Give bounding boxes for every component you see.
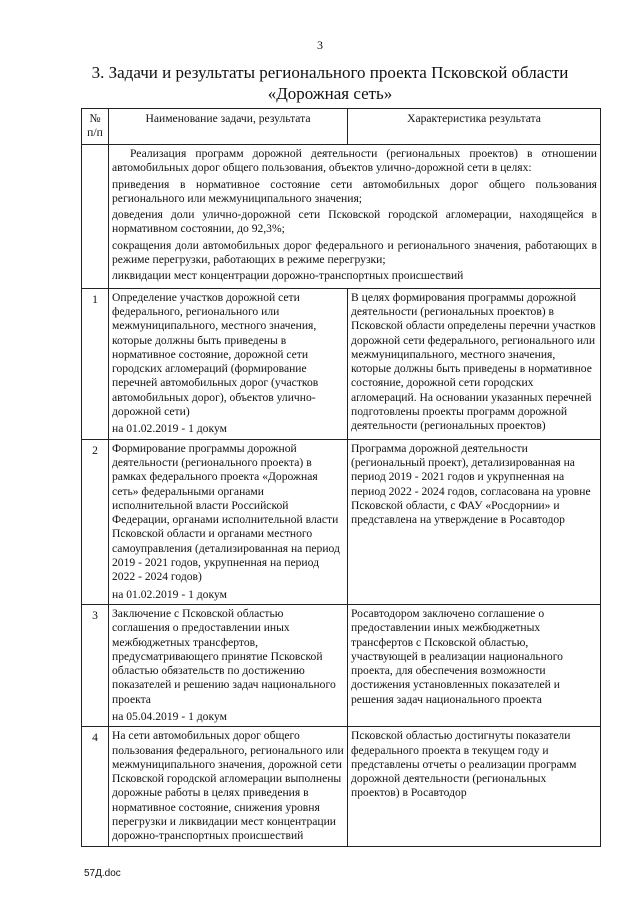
task-cell (109, 439, 348, 604)
row-number: 3 (82, 604, 109, 726)
intro-paragraph: доведения доли улично-дорожной сети Псковской городской агломерации, находящейся в нормативном состоянии, до 92,3%; (112, 208, 597, 236)
result-text: Росавтодором заключено соглашение о предоставлении иных межбюджетных трансфертов с Псковской областью, участвующей в реализации национального проекта, для обеспечения возможности достижения установленных показателей и решения задач национального проекта (351, 606, 563, 706)
intro-row (82, 145, 601, 289)
result-text: Псковской областью достигнуты показатели федерального проекта в текущем году и представлены отчеты о реализации программ дорожной деятельности (региональных проектов) в Росавтодор (351, 729, 577, 800)
intro-cell (109, 145, 601, 289)
intro-paragraph: сокращения доли автомобильных дорог федерального и регионального значения, работающих в режиме перегрузки, работающих в режиме перегрузки; (112, 238, 597, 267)
intro-paragraph: ликвидации мест концентрации дорожно-транспортных происшествий (112, 269, 464, 283)
table-header-row (82, 109, 601, 145)
result-cell (348, 604, 601, 726)
section-title (60, 62, 600, 104)
title-line-2: «Дорожная сеть» (267, 84, 393, 103)
row-number: 2 (82, 439, 109, 604)
intro-num-cell (82, 145, 109, 289)
result-text: Программа дорожной деятельности (региональный проект), детализированная на период 2019 - 2021 годов и укрупненная на период 2022 - 2024 годов, согласована на уровне Псковской области, с ФАУ «Росдорнии» и представлена на утверждение в Росавтодор (351, 441, 591, 527)
header-task: Наименование задачи, результата (109, 109, 348, 145)
task-text: Определение участков дорожной сети федерального, регионального или межмуниципального, местного значения, которые должны быть приведены в нормативное состояние, дорожной сети городских агломераций (формирование перечней автомобильных дорог (участков автомобильных дорог), объектов улично-дорожной сети) (112, 290, 319, 419)
page-number: 3 (317, 38, 323, 52)
task-text: На сети автомобильных дорог общего пользования федерального, регионального или межмуниципального значения, дорожной сети Псковской городской агломерации выполнены дорожные работы в целях приведения в нормативное состояние, снижения уровня перегрузки и ликвидации мест концентрации дорожно-транспортных происшествий (112, 729, 344, 843)
intro-paragraph: Реализация программ дорожной деятельности (региональных проектов) в отношении автомобильных дорог общего пользования, объектов улично-дорожной сети в целях: (112, 147, 597, 175)
title-line-1: 3. Задачи и результаты регионального проекта Псковской области (91, 63, 569, 82)
table-row (82, 288, 601, 439)
result-cell (348, 288, 601, 439)
table-row (82, 727, 601, 846)
task-deadline: на 01.02.2019 - 1 докум (112, 587, 227, 601)
task-text: Формирование программы дорожной деятельности (регионального проекта) в рамках федерального проекта «Дорожная сеть» федеральными органами исполнительной власти Российской Федерации, органами исполнительной власти Псковской области и органами местного самоуправления (детализированная на период 2019 - 2021 годов, укрупненная на период 2022 - 2024 годов) (112, 441, 340, 584)
task-text: Заключение с Псковской областью соглашения о предоставлении иных межбюджетных трансфертов, предусматривающего принятие Псковской областью обязательств по достижению показателей и решению задач национального проекта (112, 606, 336, 706)
table-row (82, 604, 601, 726)
task-deadline: на 05.04.2019 - 1 докум (112, 709, 227, 723)
header-num-label: № п/п (87, 112, 103, 139)
task-cell (109, 288, 348, 439)
document-filename: 57Д.doc (84, 868, 121, 879)
task-cell (109, 604, 348, 726)
result-cell (348, 439, 601, 604)
result-text: В целях формирования программы дорожной деятельности (региональных проектов) в Псковской области определены перечни участков дорожной сети федерального, регионального или межмуниципального, местного значения, которые должны быть приведены в нормативное состояние, дорожной сети городских агломераций. На основании указанных перечней подготовлены проекты программ дорожной деятельности (региональных проектов) (351, 290, 596, 433)
intro-paragraph: приведения в нормативное состояние сети автомобильных дорог общего пользования регионального или межмуниципального значения; (112, 177, 597, 205)
tasks-table (81, 108, 601, 847)
table-row (82, 439, 601, 604)
task-deadline: на 01.02.2019 - 1 докум (112, 422, 227, 436)
row-number: 1 (82, 288, 109, 439)
task-cell (109, 727, 348, 846)
header-result: Характеристика результата (348, 109, 601, 145)
result-cell (348, 727, 601, 846)
header-num (82, 109, 109, 145)
row-number: 4 (82, 727, 109, 846)
